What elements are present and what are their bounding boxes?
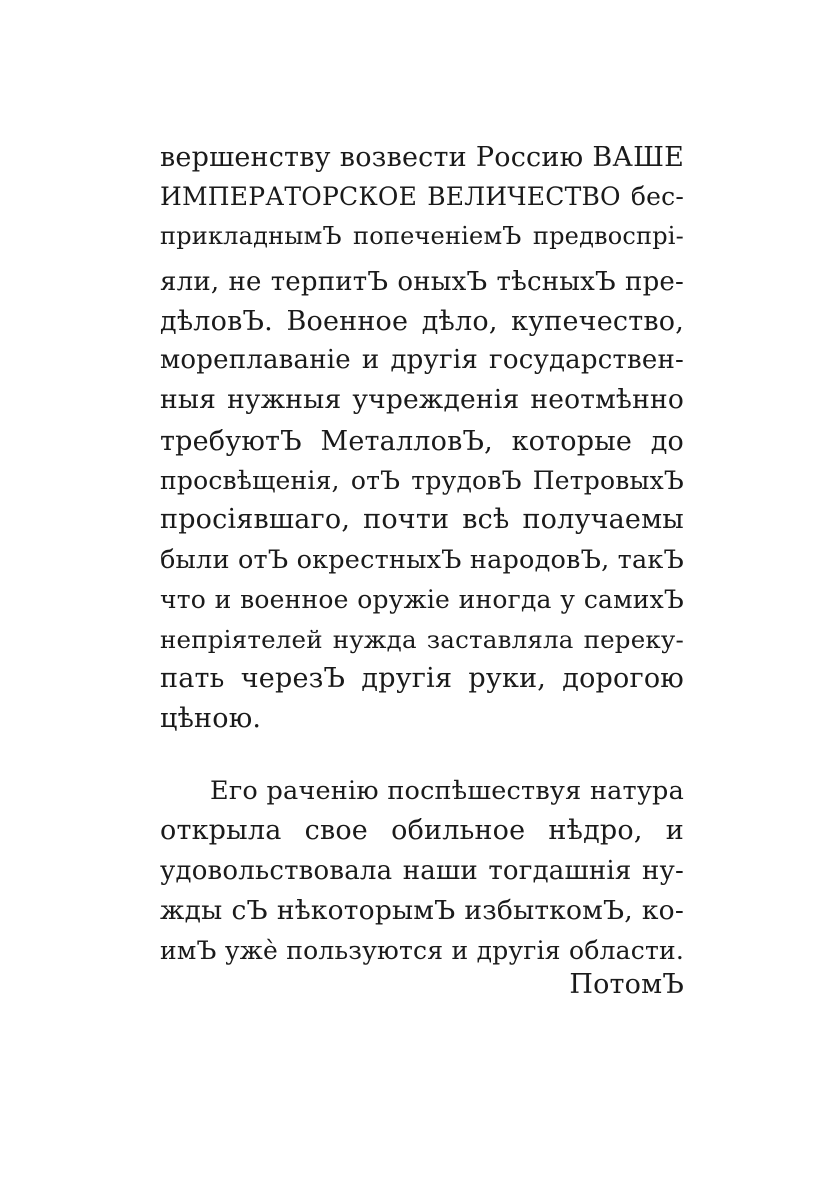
text-line: яли, не терпитЪ оныхЪ тѣсныхЪ пре- <box>160 267 684 297</box>
catchword: ПотомЪ <box>569 969 684 1000</box>
text-line: ИМПЕРАТОРСКОЕ ВЕЛИЧЕСТВО бес- <box>160 182 684 211</box>
text-line: дѣловЪ. Военное дѣло, купечество, <box>160 306 684 337</box>
text-line: были отЪ окрестныхЪ народовЪ, такЪ <box>160 545 684 575</box>
text-line: пать черезЪ другiя руки, дорогою <box>160 663 684 694</box>
text-line: Его раченiю поспѣшествуя натура <box>210 776 684 806</box>
text-line: прикладнымЪ попеченiемЪ предвоспрi- <box>160 222 684 250</box>
text-line: цѣною. <box>160 703 262 734</box>
text-line: просвѣщенiя, отЪ трудовЪ ПетровыхЪ <box>160 466 684 495</box>
text-line: ныя нужныя учрежденiя неотмѣнно <box>160 384 684 415</box>
text-line: что и военное оружiе иногда у самихЪ <box>160 585 684 614</box>
text-line: жды сЪ нѣкоторымЪ избыткомЪ, ко- <box>160 895 684 926</box>
text-line: удовольствовала наши тогдашнiя ну- <box>160 856 684 886</box>
text-line: мореплаванiе и другiя государствен- <box>160 345 684 375</box>
text-line: непрiятелей нужда заставляла переку- <box>160 625 684 654</box>
text-line: открыла свое обильное нѣдро, и <box>160 815 684 846</box>
text-line: просiявшаго, почти всѣ получаемы <box>160 504 684 535</box>
text-line: вершенству возвести Россию ВАШЕ <box>160 142 684 173</box>
text-line: требуютЪ МеталловЪ, которые до <box>160 426 684 457</box>
text-line: имЪ ужѐ пользуются и другiя области. <box>160 936 684 965</box>
